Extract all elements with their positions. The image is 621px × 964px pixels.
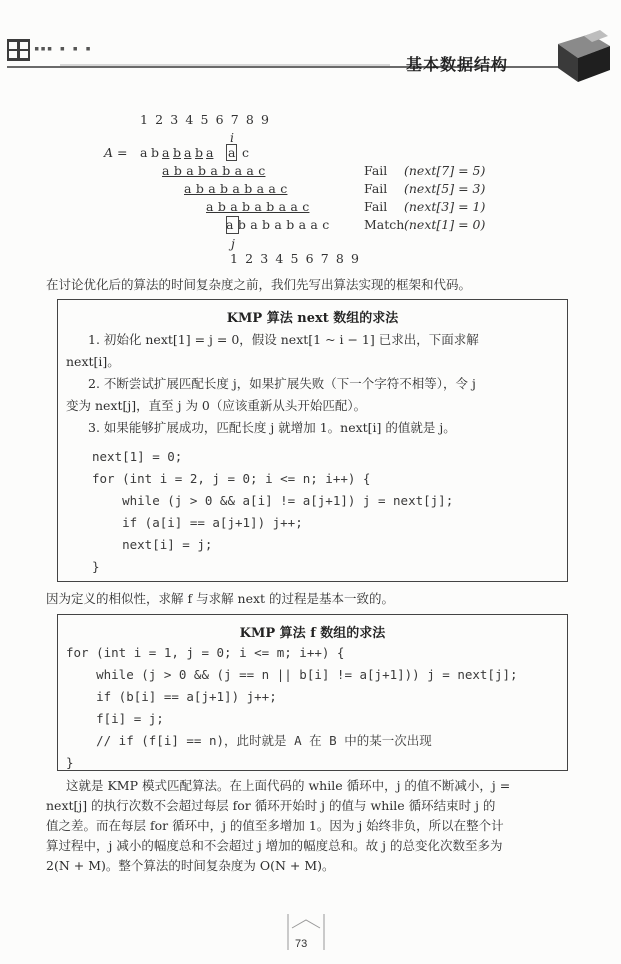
code-line: if (b[i] == a[j+1]) j++;	[66, 689, 277, 704]
trace-row-4-note: (next[1] = 0)	[404, 217, 486, 232]
header-decoration: ▪▪▪ ▪ ▪ ▪	[34, 44, 92, 54]
a-row-5: b	[195, 145, 204, 160]
code-line: }	[92, 559, 100, 574]
trace-row-4-result: Match	[364, 217, 405, 232]
trace-row-1-result: Fail	[364, 163, 388, 178]
step-2-line-1: 2. 不断尝试扩展匹配长度 j，如果扩展失败（下一个字符不相等），令 j	[88, 376, 476, 391]
trace-row-3-result: Fail	[364, 199, 388, 214]
code-line: // if (f[i] == n)，此时就是 A 在 B 中的某一次出现	[66, 733, 432, 748]
trace-row-4: a b a b a b a a c	[226, 217, 330, 232]
code-line: while (j > 0 && a[i] != a[j+1]) j = next[j];	[92, 493, 454, 508]
code-line: f[i] = j;	[66, 711, 164, 726]
trace-row-2-note: (next[5] = 3)	[404, 181, 486, 196]
step-1-line-1: 1. 初始化 next[1] = j = 0，假设 next[1 ~ i − 1] 已求出，下面求解	[88, 332, 479, 347]
code-line: while (j > 0 && (j == n || b[i] != a[j+1])) j = next[j];	[66, 667, 518, 682]
a-row-8: c	[242, 145, 250, 160]
code-line: }	[66, 755, 74, 770]
step-2-line-2: 变为 next[j]，直至 j 为 0（应该重新从头开始匹配）。	[66, 398, 367, 413]
bottom-indices: 1 2 3 4 5 6 7 8 9	[230, 251, 361, 266]
conclusion-line: 值之差。而在每层 for 循环中，j 的值至多增加 1。因为 j 始终非负，所以在整个计	[46, 818, 504, 833]
match-box-marker	[226, 216, 239, 234]
a-label: A =	[104, 145, 128, 160]
trace-row-3-note: (next[3] = 1)	[404, 199, 486, 214]
a-row-4: a	[184, 145, 192, 160]
trace-row-1: a b a b a b a a c	[162, 163, 266, 178]
a-row-7: a	[228, 145, 236, 160]
i-marker: i	[230, 130, 234, 145]
trace-row-2: a b a b a b a a c	[184, 181, 288, 196]
code-line: for (int i = 1, j = 0; i <= m; i++) {	[66, 645, 345, 660]
conclusion-paragraph	[46, 776, 584, 876]
code-line: next[1] = 0;	[92, 449, 183, 464]
chapter-title: 基本数据结构	[406, 55, 509, 74]
a-row-3: b	[173, 145, 182, 160]
a-row-1: b	[151, 145, 160, 160]
algorithm-next-box	[57, 299, 568, 582]
conclusion-line: 2(N + M)。整个算法的时间复杂度为 O(N + M)。	[46, 858, 335, 873]
intro-paragraph: 在讨论优化后的算法的时间复杂度之前，我们先写出算法实现的框架和代码。	[46, 277, 472, 292]
page-number: 73	[295, 938, 308, 950]
trace-row-3: a b a b a b a a c	[206, 199, 310, 214]
a-row-6: a	[206, 145, 214, 160]
code-line: if (a[i] == a[j+1]) j++;	[92, 515, 303, 530]
algorithm-f-title: KMP 算法 f 数组的求法	[239, 626, 386, 641]
conclusion-line: 算过程中，j 减小的幅度总和不会超过 j 增加的幅度总和。故 j 的总变化次数至多为	[46, 838, 503, 853]
top-indices: 1 2 3 4 5 6 7 8 9	[140, 112, 271, 127]
algorithm-f-box	[57, 614, 568, 771]
similarity-paragraph: 因为定义的相似性，求解 f 与求解 next 的过程是基本一致的。	[46, 591, 395, 606]
trace-row-1-note: (next[7] = 5)	[404, 163, 486, 178]
code-line: for (int i = 2, j = 0; i <= n; i++) {	[92, 471, 371, 486]
conclusion-line: 这就是 KMP 模式匹配算法。在上面代码的 while 循环中，j 的值不断减小，j =	[66, 778, 511, 793]
a-row-2: a	[162, 145, 170, 160]
algorithm-next-title: KMP 算法 next 数组的求法	[226, 311, 399, 326]
step-3-line: 3. 如果能够扩展成功，匹配长度 j 就增加 1。next[i] 的值就是 j。	[88, 420, 456, 435]
step-1-line-2: next[i]。	[66, 354, 120, 369]
a-row-0: a	[140, 145, 148, 160]
code-line: next[i] = j;	[92, 537, 213, 552]
kmp-trace-diagram	[0, 0, 621, 270]
trace-row-2-result: Fail	[364, 181, 388, 196]
j-marker: j	[231, 236, 235, 251]
conclusion-line: next[j] 的执行次数不会超过每层 for 循环开始时 j 的值与 while 循环结束时 j 的	[46, 798, 496, 813]
